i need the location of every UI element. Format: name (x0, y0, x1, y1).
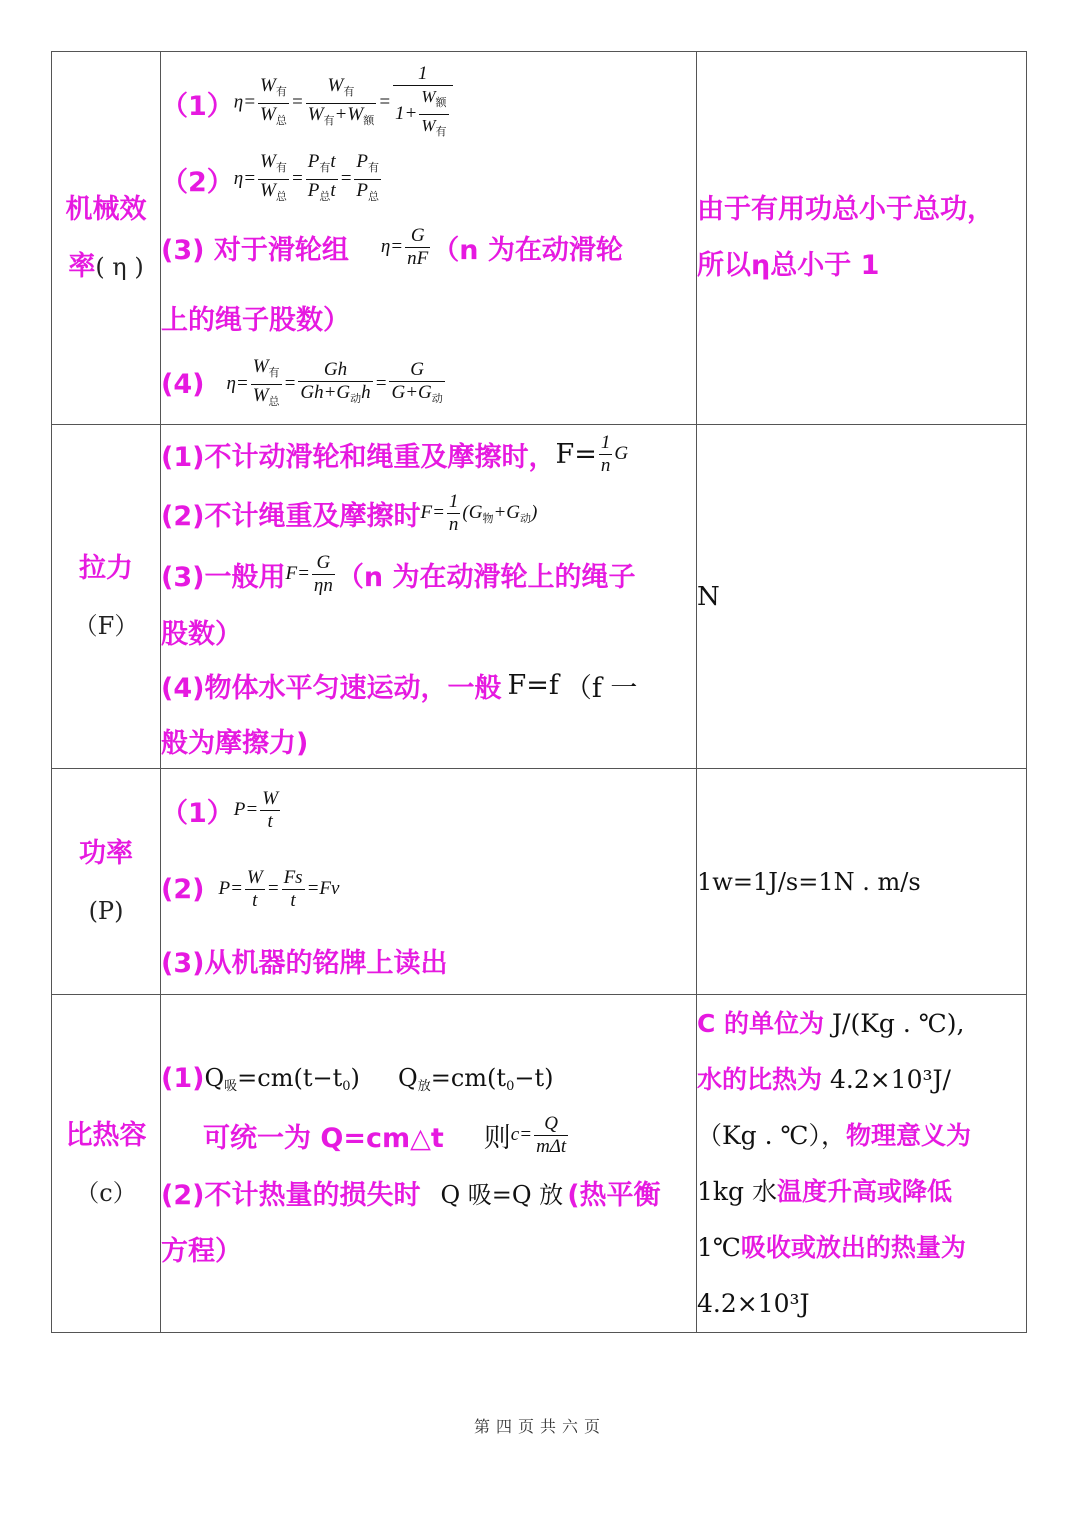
item-text: (3)从机器的铭牌上读出 (161, 948, 448, 979)
note-text: 方程） (161, 1236, 242, 1267)
note-text: (热平衡 (567, 1180, 661, 1211)
item-label: (3) 对于滑轮组 (161, 234, 349, 266)
term-symbol: （c） (75, 1178, 137, 1207)
note-text: 水的比热为 (697, 1064, 823, 1094)
note-text: （f 一 (564, 673, 638, 704)
item-label: (2) (161, 874, 205, 905)
formula-force-1: $\frac{1}{n}$ G (600, 432, 629, 476)
power-line-1 (161, 771, 696, 851)
item-label: （1） (161, 90, 234, 122)
note-text: 温度升高或降低 (777, 1176, 953, 1206)
heat-line-2 (161, 1107, 696, 1165)
note-text: 股数） (161, 619, 242, 650)
note-text: 上的绳子股数） (161, 304, 350, 336)
formula-eta-3: η= $\frac{G}{nF}$ (380, 224, 429, 269)
row-power (52, 769, 1027, 995)
row-pulling-force (52, 425, 1027, 769)
heat-note-2 (697, 1052, 1026, 1108)
note-cell-efficiency (697, 52, 1027, 425)
formula-eta-4: η= $W_有$ $W_总$ = Gh $Gh+G_动h$ = G $G+G_动$ (226, 355, 443, 408)
formula-table (51, 51, 1027, 1333)
formula-heat-2: c= Q mΔt (510, 1113, 567, 1157)
term-power (52, 769, 161, 995)
formula-line-2 (161, 149, 696, 209)
note-cell-force (697, 425, 1027, 769)
item-label: （2） (161, 166, 234, 198)
term-name: 比热容 (65, 1119, 147, 1151)
formula-cell-force (161, 425, 697, 769)
heat-note-1 (697, 996, 1026, 1052)
item-text: (2)不计绳重及摩擦时 (161, 501, 421, 532)
formula-heat-1: $Q_吸=cm(t-t_0)$ $Q_放=cm(t_0-t)$ (204, 1063, 554, 1094)
formula-line-4 (161, 349, 696, 419)
unit-text: J/(Kg . ℃), (832, 1008, 965, 1038)
heat-line-1 (161, 1051, 696, 1107)
note-text: （n 为在动滑轮上的绳子 (336, 562, 636, 593)
value-text: 4.2×10³J/ (829, 1064, 951, 1094)
formula-cell-specific-heat (161, 995, 697, 1333)
item-label: (4) (161, 368, 205, 400)
heat-note-4 (697, 1164, 1026, 1220)
value-text: 1kg 水 (697, 1176, 778, 1206)
note-text: 吸收或放出的热量为 (740, 1232, 966, 1262)
heat-line-3b (161, 1221, 696, 1277)
force-line-1 (161, 426, 696, 484)
formula-cell-power (161, 769, 697, 995)
term-symbol: ( η ) (95, 253, 144, 281)
note-text: C 的单位为 (697, 1008, 825, 1038)
note-line: 所以η总小于 1 (697, 250, 880, 281)
formula-cell-efficiency (161, 52, 697, 425)
formula-line-3 (161, 209, 696, 285)
power-line-3 (161, 929, 696, 993)
unit-text: N (697, 582, 720, 612)
heat-note-6 (697, 1276, 1026, 1332)
note-text: 般为摩擦力) (161, 728, 309, 759)
formula-power-2: P= $\frac{W}{t}$ = $\frac{Fs}{t}$ =Fv (218, 867, 340, 911)
note-text: （n 为在动滑轮 (432, 234, 623, 266)
force-line-3b (161, 606, 696, 658)
item-text: (4)物体水平匀速运动，一般 (161, 673, 502, 704)
force-line-4 (161, 658, 696, 714)
formula-line-3b (161, 285, 696, 349)
formula-line-1 (161, 57, 696, 149)
note-cell-power (697, 769, 1027, 995)
force-line-2 (161, 484, 696, 544)
force-line-3 (161, 544, 696, 606)
formula-power-1: P= $\frac{W}{t}$ (233, 788, 279, 832)
item-label: （1） (161, 798, 234, 829)
term-specific-heat (52, 995, 161, 1333)
item-text: (2)不计热量的损失时 (161, 1180, 421, 1211)
page-footer: 第四页共六页 (473, 1417, 606, 1436)
row-efficiency (52, 52, 1027, 425)
row-specific-heat (52, 995, 1027, 1333)
value-text: 4.2×10³J (697, 1288, 810, 1318)
formula-eta-2: η= $W_有$ $W_总$ = $P_有t$ $P_总t$ = $P_有$ $P_总$ (233, 150, 380, 203)
item-text: (1)不计动滑轮和绳重及摩擦时， (161, 442, 556, 473)
term-force (52, 425, 161, 769)
formula-force-3: F= $\frac{G}{\eta n}$ (285, 552, 333, 596)
item-label: (1) (161, 1063, 205, 1094)
heat-note-5 (697, 1220, 1026, 1276)
term-name: 拉力 (79, 552, 133, 584)
term-name-line2: 率 (68, 251, 96, 282)
formula-text: Q 吸=Q 放 (440, 1181, 564, 1209)
formula-text: F=f (507, 670, 559, 701)
item-text: (3)一般用 (161, 562, 286, 593)
term-symbol: (P) (88, 896, 124, 925)
note-cell-specific-heat (697, 995, 1027, 1333)
unit-text: （Kg . ℃）， (697, 1120, 846, 1150)
value-text: 1℃ (697, 1232, 741, 1262)
heat-line-3 (161, 1165, 696, 1221)
force-line-4b (161, 714, 696, 768)
unit-text: 1w=1J/s=1N . m/s (697, 868, 921, 896)
item-text: 可统一为 Q=cm△t (203, 1123, 444, 1154)
power-line-2 (161, 851, 696, 929)
note-text: 则 (483, 1123, 511, 1154)
term-name-line1: 机械效 (65, 194, 147, 225)
heat-note-3 (697, 1108, 1026, 1164)
term-efficiency (52, 52, 161, 425)
formula-text: F= (555, 439, 597, 470)
term-name: 功率 (79, 837, 133, 869)
note-text: 物理意义为 (846, 1120, 972, 1150)
formula-force-2: F= $\frac{1}{n}$ $(G_物+G_动)$ (420, 491, 538, 535)
note-line: 由于有用功总小于总功， (697, 194, 994, 225)
formula-eta-1: η= $W_有$ $W_总$ = $W_有$ $W_有+W_额$ = 1 1+ $W_额$ $W_有$ (234, 63, 455, 143)
term-symbol: （F） (73, 611, 139, 640)
